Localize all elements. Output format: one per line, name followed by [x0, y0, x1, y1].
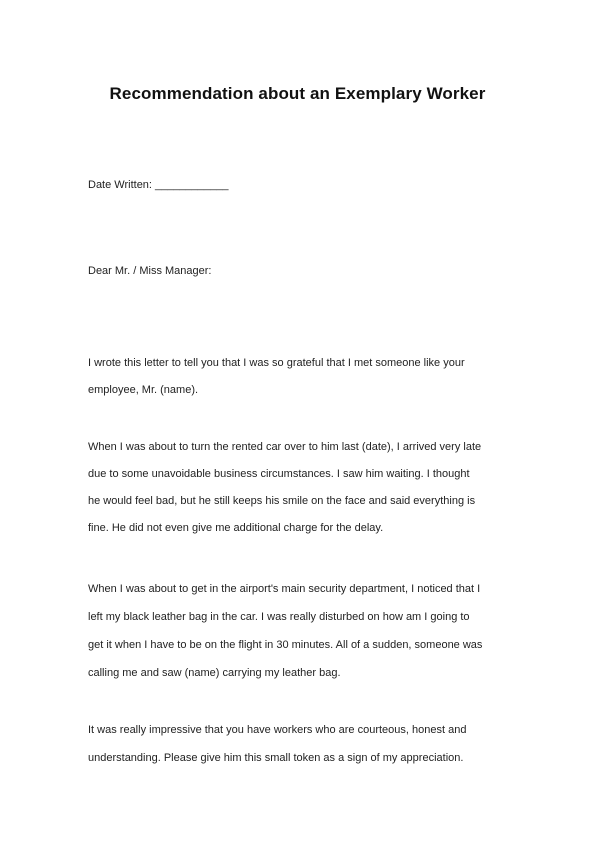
paragraph-line: When I was about to get in the airport's main security department, I noticed that I	[88, 583, 481, 595]
paragraph-leather-bag	[88, 575, 518, 687]
paragraph-line: I wrote this letter to tell you that I was so grateful that I met someone like your	[88, 357, 465, 369]
paragraph-line: due to some unavoidable business circumstances. I saw him waiting. I thought	[88, 468, 470, 480]
date-written-line: Date Written: ____________	[88, 179, 229, 191]
letter-title: Recommendation about an Exemplary Worker	[109, 84, 486, 103]
paragraph-line: left my black leather bag in the car. I was really disturbed on how am I going to	[88, 611, 470, 623]
salutation: Dear Mr. / Miss Manager:	[88, 265, 212, 277]
paragraph-line: fine. He did not even give me additional charge for the delay.	[88, 522, 384, 534]
paragraph-line: he would feel bad, but he still keeps his smile on the face and said everything is	[88, 495, 476, 507]
paragraph-line: calling me and saw (name) carrying my leather bag.	[88, 667, 341, 679]
paragraph-gratitude	[88, 350, 518, 404]
paragraph-appreciation	[88, 716, 518, 772]
paragraph-line: When I was about to turn the rented car over to him last (date), I arrived very late	[88, 441, 482, 453]
paragraph-line: employee, Mr. (name).	[88, 384, 199, 396]
paragraph-line: understanding. Please give him this small token as a sign of my appreciation.	[88, 752, 464, 764]
paragraph-rented-car	[88, 434, 518, 542]
paragraph-line: get it when I have to be on the flight in 30 minutes. All of a sudden, someone was	[88, 639, 483, 651]
paragraph-line: It was really impressive that you have workers who are courteous, honest and	[88, 724, 467, 736]
